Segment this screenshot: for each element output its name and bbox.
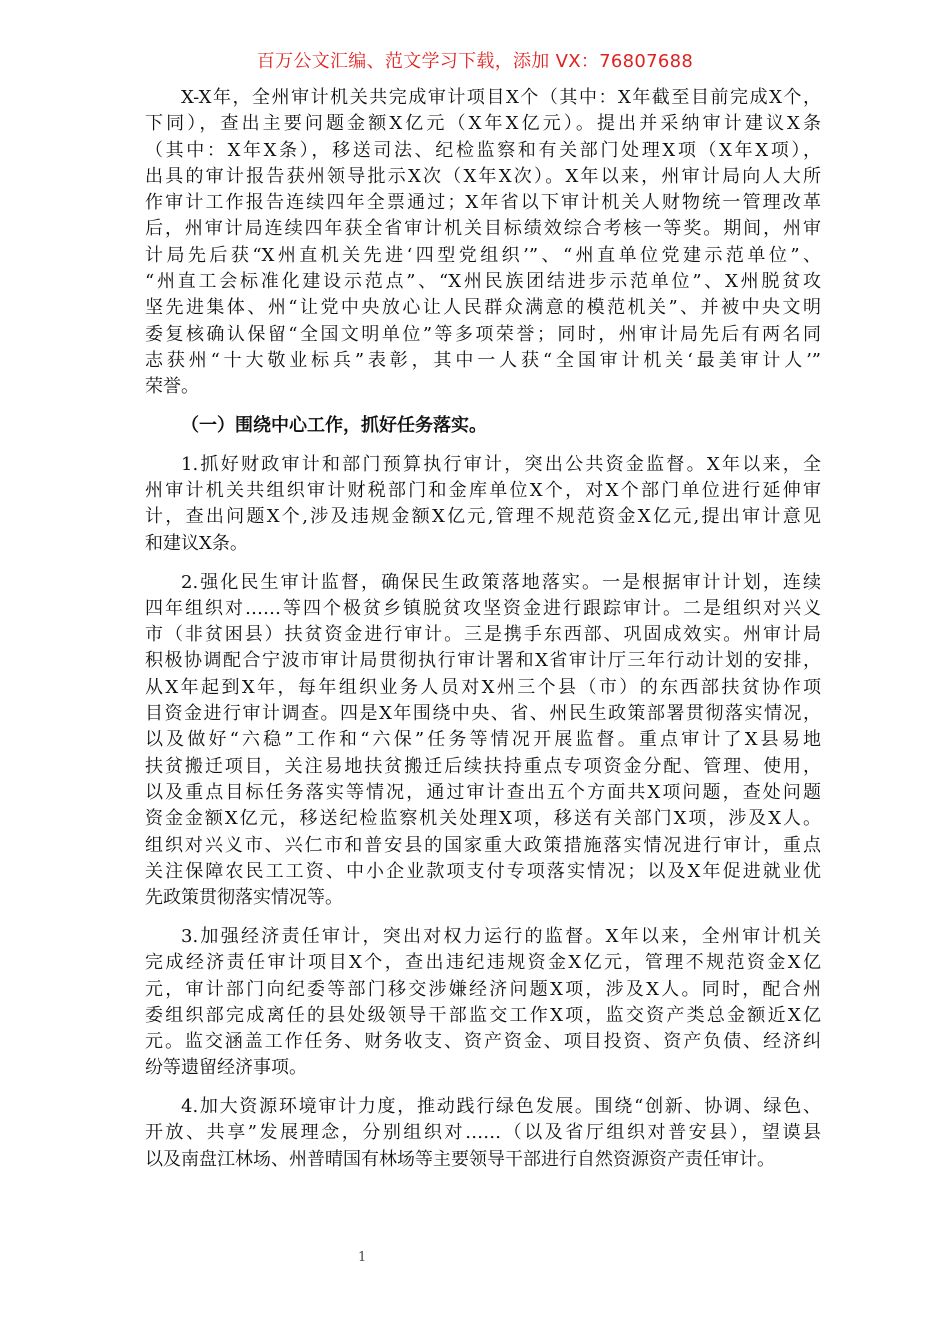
text-line: （其中：X年X条），移送司法、纪检监察和有关部门处理X项（X年X项），: [145, 139, 821, 161]
text-line: 元，审计部门向纪委等部门移交涉嫌经济问题X项，涉及X人。同时，配合州: [145, 978, 821, 1000]
text-line: 以及重点目标任务落实等情况，通过审计查出五个方面共X项问题，查处问题: [145, 781, 821, 803]
section-heading: [145, 413, 821, 439]
text-line: 四年组织对……等四个极贫乡镇脱贫攻坚资金进行跟踪审计。二是组织对兴义: [145, 597, 821, 619]
document-body: [145, 85, 821, 1186]
text-line: 作审计工作报告连续四年全票通过；X年省以下审计机关人财物统一管理改革: [145, 192, 821, 214]
text-line: 委复核确认保留“全国文明单位”等多项荣誉；同时，州审计局先后有两名同: [145, 323, 821, 345]
text-line: 组织对兴义市、兴仁市和普安县的国家重大政策措施落实情况进行审计，重点: [145, 834, 821, 856]
text-line: 资金金额X亿元，移送纪检监察机关处理X项，移送有关部门X项，涉及X人。: [145, 808, 821, 830]
text-line: 和建议X条。: [145, 532, 248, 554]
text-line: 先政策贯彻落实情况等。: [145, 887, 343, 909]
text-line: 目资金进行审计调查。四是X年围绕中央、省、州民生政策部署贯彻落实情况，: [145, 703, 821, 725]
text-line: 2.强化民生审计监督，确保民生政策落地落实。一是根据审计计划，连续: [181, 571, 821, 593]
text-line: 纷等遗留经济事项。: [145, 1057, 307, 1079]
text-line: 开放、共享”发展理念，分别组织对……（以及省厅组织对普安县），望谟县: [145, 1122, 821, 1144]
text-line: 从X年起到X年，每年组织业务人员对X州三个县（市）的东西部扶贫协作项: [145, 676, 821, 698]
text-line: 出具的审计报告获州领导批示X次（X年X次）。X年以来，州审计局向人大所: [145, 165, 821, 187]
text-line: 关注保障农民工工资、中小企业款项支付专项落实情况；以及X年促进就业优: [145, 860, 821, 882]
text-line: 计局先后获“X州直机关先进‘四型党组织’”、“州直单位党建示范单位”、: [145, 244, 821, 266]
text-line: 元。监交涵盖工作任务、财务收支、资产资金、项目投资、资产负债、经济纠: [145, 1031, 821, 1053]
text-line: 1.抓好财政审计和部门预算执行审计，突出公共资金监督。X年以来，全: [181, 453, 821, 475]
text-line: X-X年，全州审计机关共完成审计项目X个（其中：X年截至目前完成X个，: [181, 87, 821, 108]
text-line: 下同），查出主要问题金额X亿元（X年X亿元）。提出并采纳审计建议X条: [145, 113, 821, 135]
paragraph: [145, 924, 821, 1082]
paragraph: [145, 452, 821, 557]
page-number: 1: [358, 1250, 367, 1265]
text-line: 市（非贫困县）扶贫资金进行审计。三是携手东西部、巩固成效实。州审计局: [145, 624, 821, 646]
text-line: （一）围绕中心工作，抓好任务落实。: [181, 415, 487, 437]
text-line: 完成经济责任审计项目X个，查出违纪违规资金X亿元，管理不规范资金X亿: [145, 952, 821, 974]
text-line: 委组织部完成离任的县处级领导干部监交工作X项，监交资产类总金额近X亿: [145, 1004, 821, 1026]
text-line: 州审计机关共组织审计财税部门和金库单位X个，对X个部门单位进行延伸审: [145, 480, 821, 502]
paragraph: [145, 1094, 821, 1173]
text-line: 计，查出问题X个,涉及违规金额X亿元,管理不规范资金X亿元,提出审计意见: [145, 506, 821, 528]
paragraph: [145, 85, 821, 401]
text-line: 扶贫搬迁项目，关注易地扶贫搬迁后续扶持重点专项资金分配、管理、使用，: [145, 755, 821, 777]
text-line: 以及做好“六稳”工作和“六保”任务等情况开展监督。重点审计了X县易地: [145, 729, 821, 751]
text-line: 荣誉。: [145, 376, 199, 398]
text-line: 积极协调配合宁波市审计局贯彻执行审计署和X省审计厅三年行动计划的安排，: [145, 650, 821, 672]
text-line: 以及南盘江林场、州普晴国有林场等主要领导干部进行自然资源资产责任审计。: [145, 1148, 775, 1170]
text-line: 坚先进集体、州“让党中央放心让人民群众满意的模范机关”、并被中央文明: [145, 297, 821, 319]
text-line: 志获州“十大敬业标兵”表彰，其中一人获“全国审计机关‘最美审计人’”: [145, 349, 821, 371]
text-line: 3.加强经济责任审计，突出对权力运行的监督。X年以来，全州审计机关: [181, 925, 821, 947]
text-line: 后，州审计局连续四年获全省审计机关目标绩效综合考核一等奖。期间，州审: [145, 218, 821, 240]
watermark-banner: 百万公文汇编、范文学习下载，添加 VX：76807688: [256, 51, 694, 72]
text-line: 4.加大资源环境审计力度，推动践行绿色发展。围绕“创新、协调、绿色、: [181, 1096, 821, 1118]
paragraph: [145, 570, 821, 912]
text-line: “州直工会标准化建设示范点”、“X州民族团结进步示范单位”、X州脱贫攻: [145, 271, 821, 293]
